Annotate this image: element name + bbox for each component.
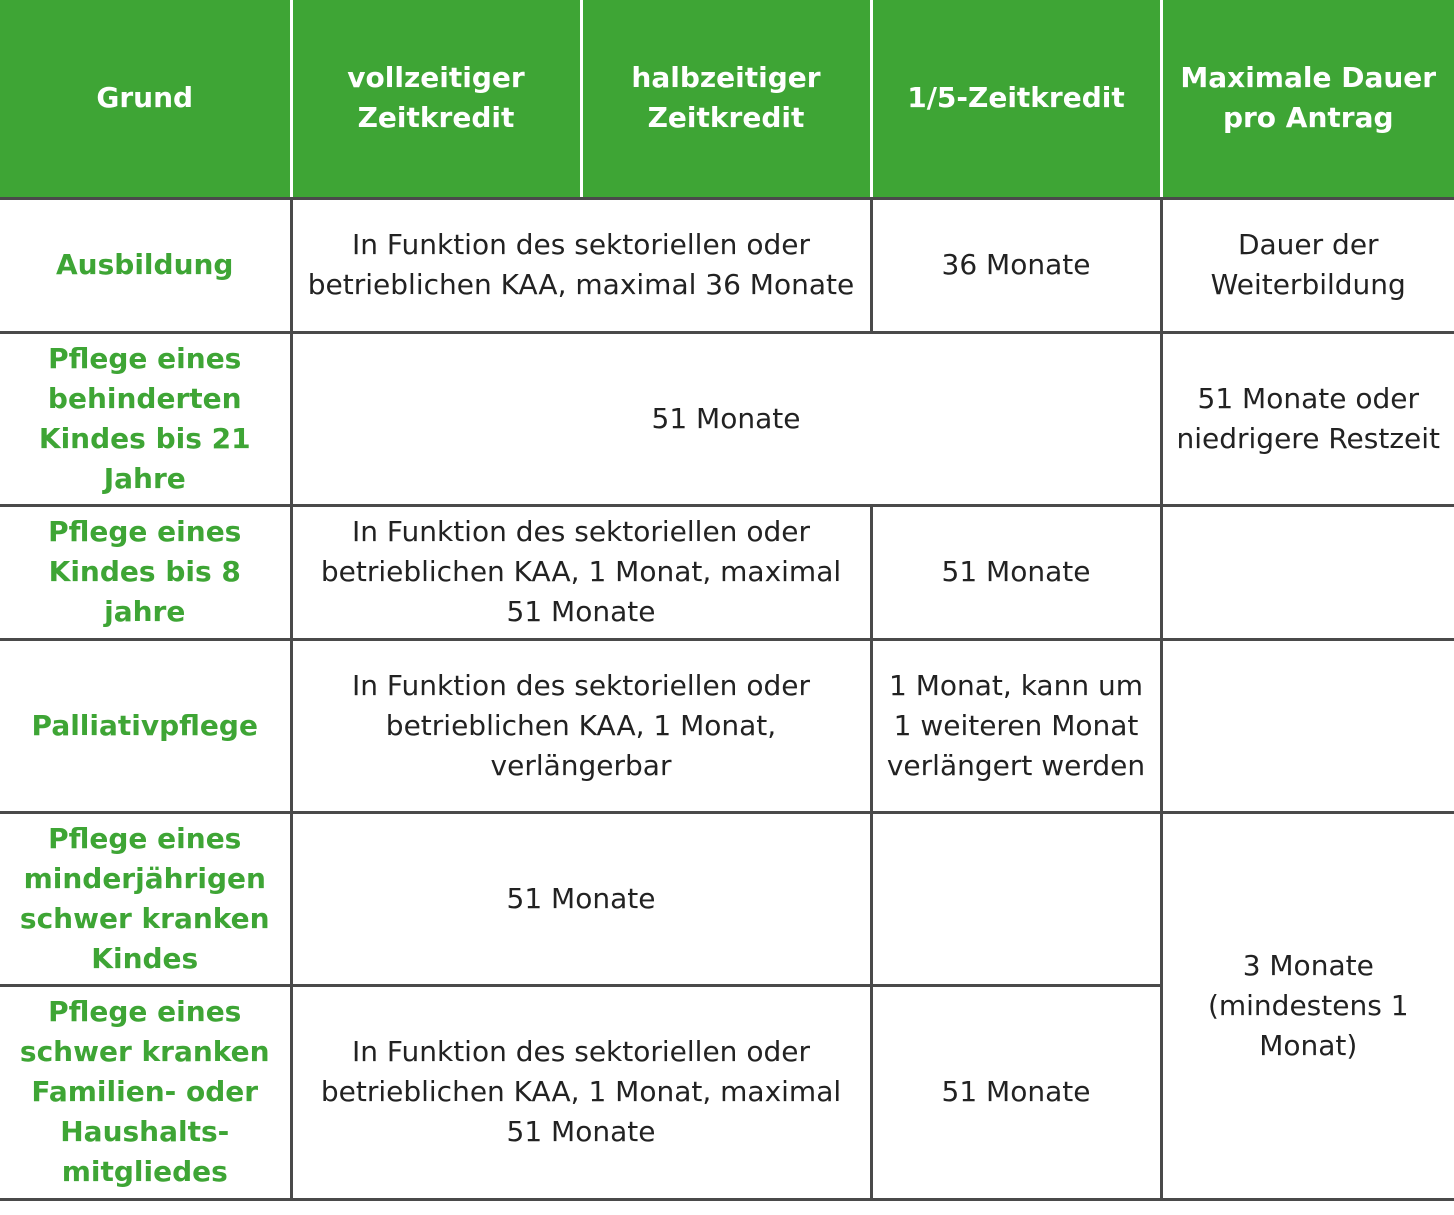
header-row [0, 0, 1454, 198]
voll-halb-fuenftel-cell: 51 Monate [291, 332, 1161, 505]
header-halbzeitiger: halbzeitiger Zeitkredit [581, 0, 871, 198]
voll-halb-cell: 51 Monate [291, 812, 871, 985]
reason-cell: Palliativpflege [0, 639, 291, 812]
fuenftel-cell: 51 Monate [871, 505, 1161, 639]
table-row [0, 198, 1454, 332]
max-cell: Dauer der Weiterbildung [1161, 198, 1454, 332]
reason-cell: Pflege eines behinderten Kindes bis 21 Jahre [0, 332, 291, 505]
reason-cell: Pflege eines minderjährigen schwer kranken Kindes [0, 812, 291, 985]
max-cell [1161, 505, 1454, 639]
reason-cell: Pflege eines schwer kranken Familien- oder Haushalts-mitgliedes [0, 985, 291, 1199]
reason-cell: Pflege eines Kindes bis 8 jahre [0, 505, 291, 639]
max-cell: 51 Monate oder niedrigere Restzeit [1161, 332, 1454, 505]
header-grund: Grund [0, 0, 291, 198]
table-row [0, 639, 1454, 812]
header-maximale-dauer: Maximale Dauer pro Antrag [1161, 0, 1454, 198]
max-cell-shared: 3 Monate (mindestens 1 Monat) [1161, 812, 1454, 1199]
max-cell [1161, 639, 1454, 812]
header-fuenftel: 1/5-Zeitkredit [871, 0, 1161, 198]
header-vollzeitiger: vollzeitiger Zeitkredit [291, 0, 581, 198]
table-row [0, 332, 1454, 505]
fuenftel-cell: 51 Monate [871, 985, 1161, 1199]
fuenftel-cell: 1 Monat, kann um 1 weiteren Monat verlängert werden [871, 639, 1161, 812]
reason-cell: Ausbildung [0, 198, 291, 332]
voll-halb-cell: In Funktion des sektoriellen oder betrieblichen KAA, 1 Monat, verlängerbar [291, 639, 871, 812]
voll-halb-cell: In Funktion des sektoriellen oder betrieblichen KAA, 1 Monat, maximal 51 Monate [291, 505, 871, 639]
fuenftel-cell [871, 812, 1161, 985]
voll-halb-cell: In Funktion des sektoriellen oder betrieblichen KAA, maximal 36 Monate [291, 198, 871, 332]
table-row [0, 505, 1454, 639]
table-row [0, 812, 1454, 985]
fuenftel-cell: 36 Monate [871, 198, 1161, 332]
voll-halb-cell: In Funktion des sektoriellen oder betrieblichen KAA, 1 Monat, maximal 51 Monate [291, 985, 871, 1199]
